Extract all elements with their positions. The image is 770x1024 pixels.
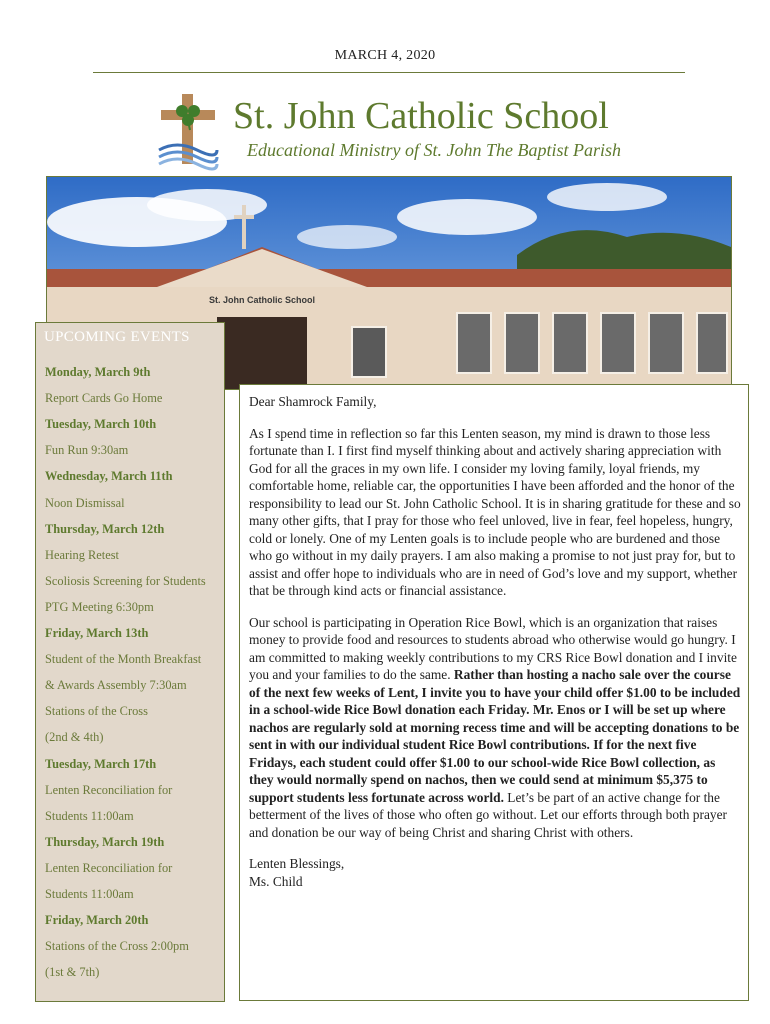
letter-greeting: Dear Shamrock Family, [249, 394, 377, 409]
paragraph-2-end: Let’s be part of an active change for the betterment of the lives of those who often go without. Let our efforts through both prayer and donation be our way of being Christ and sharing Christ with others. [249, 789, 727, 840]
event-day-heading: Friday, March 13th [45, 626, 149, 640]
paragraph-2-bold: Rather than hosting a nacho sale over the course of the next few weeks of Lent, I invite you to have your child offer $1.00 to be included in a school-wide Rice Bowl donation each Friday. Mr. Enos or I will be set up where nachos are regularly sold at morning recess time and will be accepting donations to be sent in with our individual student Rice Bowl contributions. If for the next five Fridays, each student could offer $1.00 to our school-wide Rice Bowl collection, as they would normally spend on nachos, then we could send at minimum $5,375 to support students less fortunate across world. [249, 667, 741, 805]
school-tagline: Educational Ministry of St. John The Baptist Parish [247, 140, 621, 160]
event-item: (1st & 7th) [45, 965, 100, 980]
event-item: & Awards Assembly 7:30am [45, 678, 187, 693]
event-day-heading: Monday, March 9th [45, 365, 151, 379]
letter-signature: Ms. Child [249, 873, 303, 889]
event-day-heading: Wednesday, March 11th [45, 469, 173, 484]
event-item: Scoliosis Screening for Students [45, 573, 206, 588]
date-line: MARCH 4, 2020 [334, 48, 436, 63]
event-item: Students 11:00am [45, 808, 134, 823]
event-item: Report Cards Go Home [45, 391, 163, 406]
letter-paragraph-2 [249, 614, 741, 842]
event-item: Noon Dismissal [45, 495, 125, 510]
letter-body [249, 393, 741, 904]
event-item: Lenten Reconciliation for [45, 782, 173, 797]
cross-shamrock-logo [157, 94, 219, 172]
building-sign: St. John Catholic School [208, 295, 316, 305]
event-item: Stations of the Cross 2:00pm [45, 939, 189, 954]
event-item: Lenten Reconciliation for [45, 860, 173, 875]
header-rule [93, 72, 685, 73]
event-day-heading: Thursday, March 12th [45, 521, 165, 536]
school-name: St. John Catholic School [233, 95, 609, 137]
event-item: PTG Meeting 6:30pm [45, 599, 154, 614]
letter-closing: Lenten Blessings, [249, 856, 345, 871]
letter-panel [239, 384, 749, 1001]
event-day-heading: Friday, March 20th [45, 913, 149, 928]
event-item: Hearing Retest [45, 547, 119, 562]
event-item: Stations of the Cross [45, 704, 148, 719]
event-day-heading: Thursday, March 19th [45, 834, 165, 849]
event-item: Fun Run 9:30am [45, 443, 129, 458]
letter-paragraph-1: As I spend time in reflection so far this Lenten season, my mind is drawn to those less fortunate than I. I first find myself thinking about and actively sharing appreciation with God for all the graces in my own life. I consider my loving family, loyal friends, my comfortable home, reliable car, the opportunities I have been afforded and the honor of the responsibility to lead our St. John Catholic School. It is in sharing gratitude for these and so many other gifts, that I pray for those who feel unloved, live in fear, feel hopeless, hungry, cold or lonely. One of my Lenten goals is to include people who are burdened and those who go without in my daily prayers. I am also making a promise to not just pray for, but to assist and offer hope to individuals who are in need of God’s love and my support, whether that be through kind acts or financial assistance. [249, 425, 741, 598]
event-day-heading: Tuesday, March 17th [45, 756, 157, 771]
events-title: UPCOMING EVENTS [44, 329, 190, 345]
event-item: Student of the Month Breakfast [45, 652, 202, 667]
event-item: (2nd & 4th) [45, 730, 104, 745]
upcoming-events-panel [35, 322, 225, 1002]
event-item: Students 11:00am [45, 887, 134, 901]
event-day-heading: Tuesday, March 10th [45, 417, 157, 432]
paragraph-2-start: Our school is participating in Operation Rice Bowl, which is an organization that raises money to provide food and resources to students abroad who otherwise would go hungry. I am committed to making weekly contributions to my CRS Rice Bowl donation and I invite you and your families to do the same. [249, 614, 737, 682]
